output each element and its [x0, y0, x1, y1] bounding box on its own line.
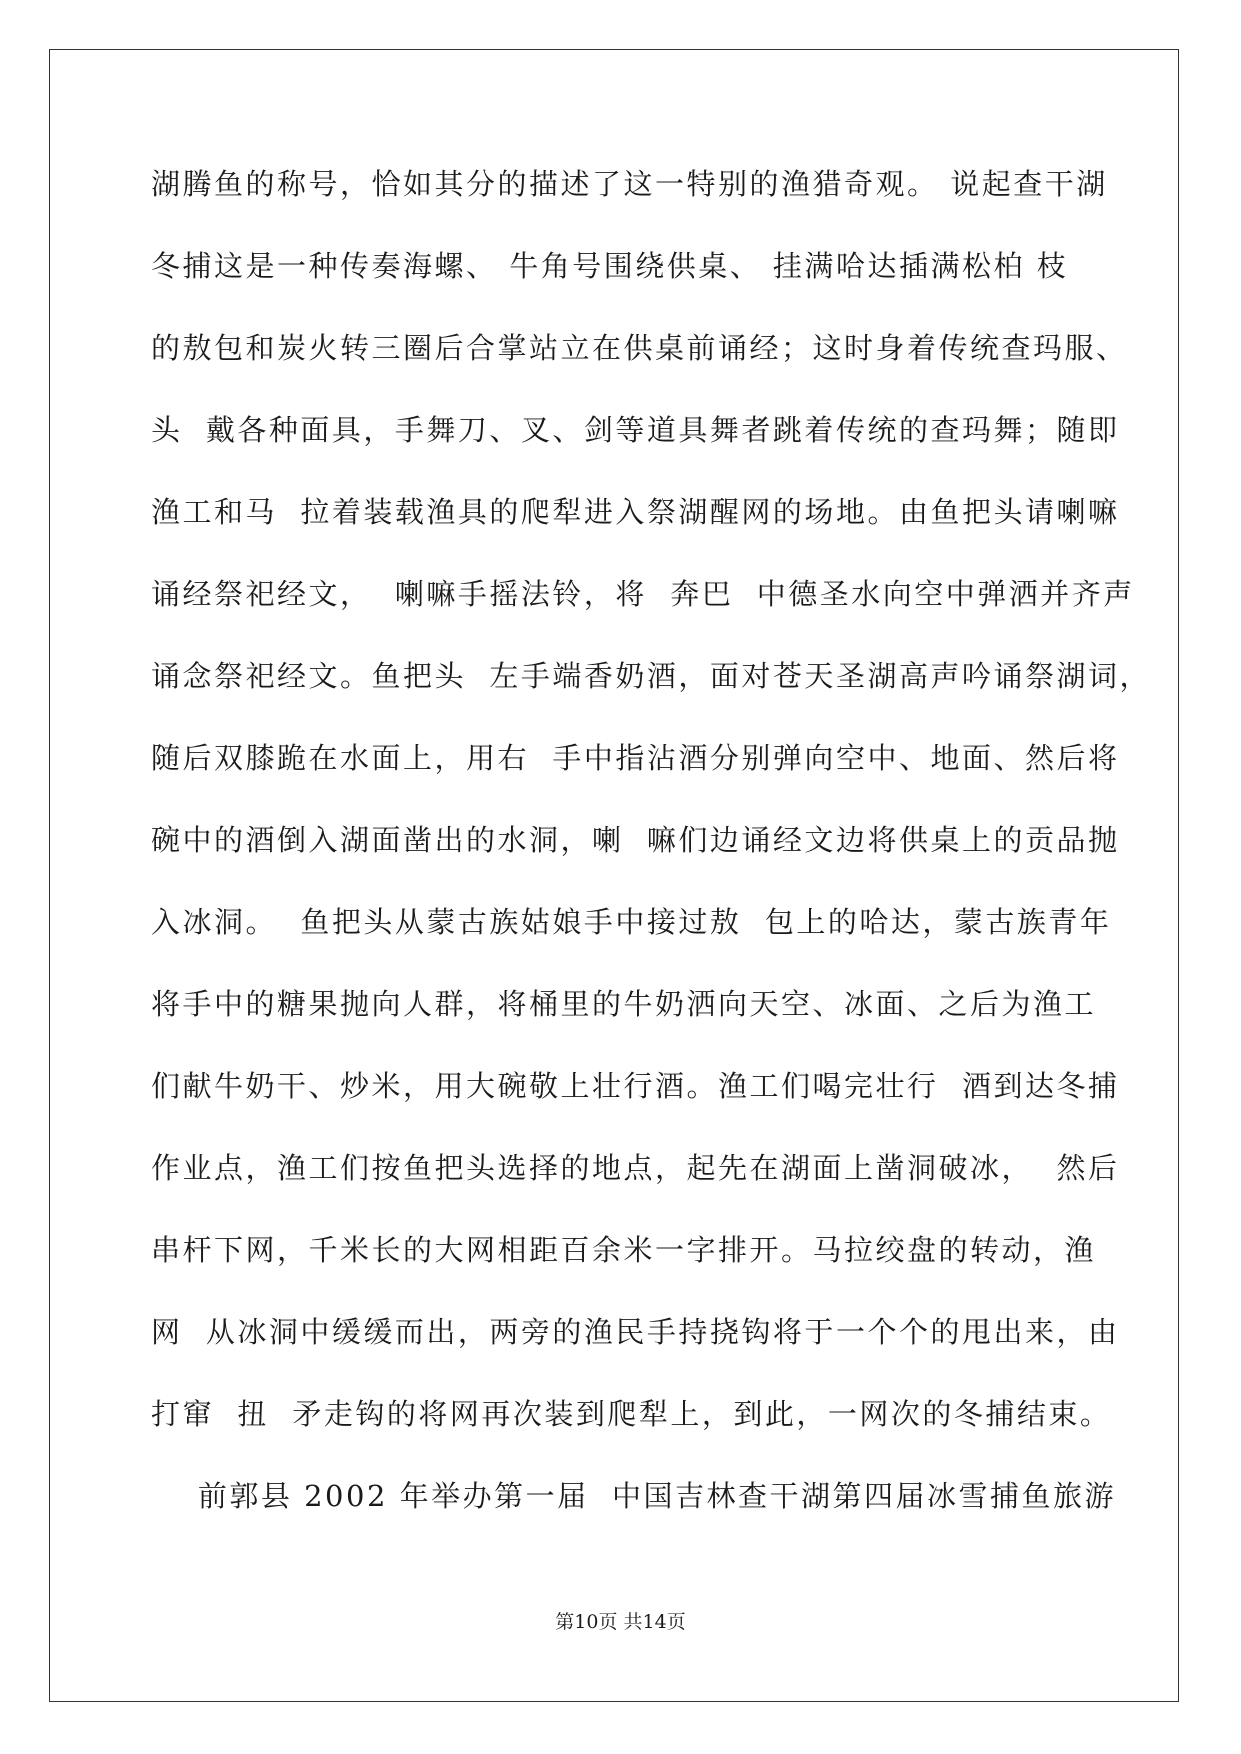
page-number-footer: 第10页 共14页 — [555, 1611, 686, 1633]
text-line: 们献牛奶干、炒米，用大碗敬上壮行酒。渔工们喝完壮行 酒到达冬捕 — [151, 1069, 1120, 1103]
text-line: 作业点，渔工们按鱼把头选择的地点，起先在湖面上凿洞破冰， 然后 — [151, 1151, 1120, 1185]
text-line: 网 从冰洞中缓缓而出，两旁的渔民手持挠钩将于一个个的甩出来，由 — [151, 1315, 1120, 1349]
text-line: 冬捕这是一种传奏海螺、 牛角号围绕供桌、 挂满哈达插满松柏 枝 — [151, 249, 1069, 283]
text-line: 渔工和马 拉着装载渔具的爬犁进入祭湖醒网的场地。由鱼把头请喇嘛 — [151, 495, 1120, 529]
text-line: 前郭县 2002 年举办第一届 中国吉林查干湖第四届冰雪捕鱼旅游 — [151, 1479, 1117, 1513]
text-line: 头 戴各种面具，手舞刀、叉、剑等道具舞者跳着传统的查玛舞；随即 — [151, 413, 1120, 447]
text-line: 碗中的酒倒入湖面凿出的水洞，喇 嘛们边诵经文边将供桌上的贡品抛 — [151, 823, 1120, 857]
text-line: 湖腾鱼的称号，恰如其分的描述了这一特别的渔猎奇观。 说起查干湖 — [151, 167, 1108, 201]
text-line: 入冰洞。 鱼把头从蒙古族姑娘手中接过敖 包上的哈达，蒙古族青年 — [151, 905, 1112, 939]
document-body — [151, 160, 1151, 1554]
text-line: 诵经祭祀经文， 喇嘛手摇法铃，将 奔巴 中德圣水向空中弹洒并齐声 — [151, 577, 1135, 611]
text-line: 诵念祭祀经文。鱼把头 左手端香奶酒，面对苍天圣湖高声吟诵祭湖词， — [151, 659, 1151, 693]
text-line: 随后双膝跪在水面上，用右 手中指沾酒分别弹向空中、地面、然后将 — [151, 741, 1120, 775]
text-line: 将手中的糖果抛向人群，将桶里的牛奶洒向天空、冰面、之后为渔工 — [151, 987, 1097, 1021]
text-line: 打窜 扭 矛走钩的将网再次装到爬犁上，到此，一网次的冬捕结束。 — [151, 1397, 1112, 1431]
text-line: 的敖包和炭火转三圈后合掌站立在供桌前诵经；这时身着传统查玛服、 — [151, 331, 1128, 365]
text-line: 串杆下网，千米长的大网相距百余米一字排开。马拉绞盘的转动，渔 — [151, 1233, 1097, 1267]
